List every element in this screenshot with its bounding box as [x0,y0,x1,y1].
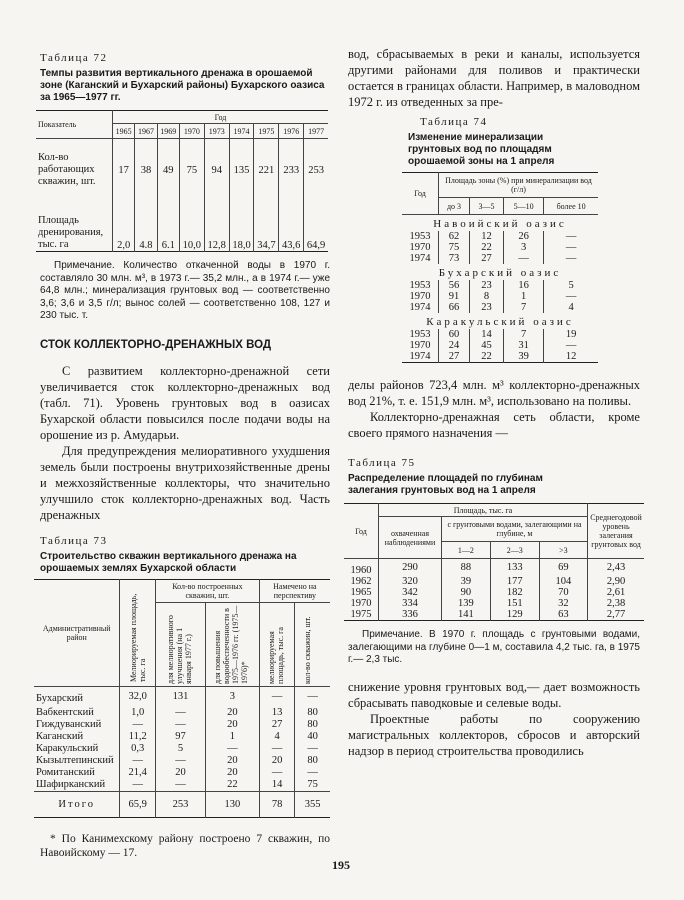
t75-value-cell: 133 [490,559,539,577]
t74-value-cell: — [565,253,577,264]
t75-value-cell: 334 [379,598,442,609]
t74-value-cell: 31 [504,340,544,351]
t73-row [34,686,330,707]
t74-value-cell: 24 [439,340,470,351]
table-74-caption: Таблица 74 [420,116,488,128]
t74-col-header: более 10 [556,201,586,211]
t73-value-cell: 0,3 [120,743,156,755]
left-paragraph-1: С развитием коллекторно-дренажной сети увеличивается сток коллекторно-дренажных вод (табл. 71). Уровень грунтовых вод в оазисах Бухарской области повысился после подачи воды на орошение из р. Амударьи. [40,363,330,442]
t74-group-name: Каракульский оазис [426,316,574,328]
t73-district-name: Кызылтепинский [34,755,120,767]
t74-value-cell: 3 [504,242,544,253]
table-73-caption: Таблица 73 [40,534,108,547]
t74-year-cell: 1953 [402,231,439,242]
t74-year-cell: 1974 [402,302,439,313]
t73-value-cell: 14 [259,779,295,792]
t72-year-cell: 1967 [135,124,157,139]
t74-value-cell: 22 [470,242,504,253]
t74-value-cell: 19 [565,329,577,340]
t75-value-cell: 320 [379,576,442,587]
t74-value-cell: 16 [504,280,544,291]
t74-value-cell: 62 [439,231,470,242]
t75-row [344,587,644,598]
t73-row [34,707,330,719]
t74-value-cell: 22 [470,351,504,363]
t72-year-cell: 1965 [113,124,135,139]
t74-value-cell: 39 [504,351,544,363]
t75-value-cell: 63 [539,609,587,621]
right-paragraph-mid: делы районов 723,4 млн. м³ коллекторно-дренажных вод 21%, т. е. 151,9 млн. м³, использовано на поливы. [348,378,640,408]
t73-value-cell: — [156,707,206,719]
t72-value-cell: 221 [254,139,279,202]
t73-value-cell: 4 [259,731,295,743]
t73-value-cell: — [307,767,318,778]
t73-value-cell: 32,0 [120,686,156,707]
t75-value-cell: 290 [379,559,442,577]
t73-admin-header: Административный район [34,579,120,686]
t74-value-cell: 8 [470,291,504,302]
t75-row [344,598,644,609]
t75-year-cell: 1965 [344,587,379,598]
t72-value-cell: 43,6 [279,201,304,252]
t72-year-cell: 1974 [229,124,254,139]
t73-value-cell: — [307,743,318,754]
t73-district-name: Каракульский [34,743,120,755]
t74-year-cell: 1970 [402,242,439,253]
t74-value-cell: — [565,242,577,253]
t75-value-cell: 2,38 [606,598,626,609]
t73-district-name: Ромитанский [34,767,120,779]
t73-district-name: Гиждуванский [34,719,120,731]
t72-year-header: Год [113,111,329,124]
t74-year-cell: 1974 [402,253,439,264]
t72-value-cell: 38 [135,139,157,202]
t73-value-cell: — [205,743,259,755]
t75-value-cell: 39 [442,576,491,587]
page-number: 195 [332,858,350,872]
t73-value-cell: 80 [307,707,318,718]
table-75-caption: Таблица 75 [348,457,416,469]
t74-value-cell: 56 [439,280,470,291]
t74-row [402,242,598,253]
t74-area-header: Площадь зоны (%) при минерализации вод (г/л) [439,173,599,198]
t73-row [34,743,330,755]
t72-value-cell: 6.1 [157,201,179,252]
t73-value-cell: 22 [205,779,259,792]
t73-row [34,731,330,743]
t72-value-cell: 49 [157,139,179,202]
t74-value-cell: 4 [568,302,574,313]
t72-row-header: Показатель [36,111,113,139]
t73-value-cell: — [120,719,156,731]
t74-value-cell: 1 [504,291,544,302]
t74-value-cell: 14 [470,329,504,340]
t72-row-label: Площадь дренирования, тыс. га [36,201,113,252]
t74-value-cell: 91 [439,291,470,302]
t72-value-cell: 12,8 [204,201,229,252]
t74-year-cell: 1953 [402,329,439,340]
t74-value-cell: 7 [504,302,544,313]
t74-col-header: 3—5 [470,198,504,215]
t73-built-b-header: для повышения водообеспеченности в 1975—1976 гг. (1975—1976)* [213,605,250,684]
t74-row [402,291,598,302]
table-73-footnote: * По Канимехскому району построено 7 скважин, по Навоийскому — 17. [40,832,330,859]
t72-value-cell: 17 [113,139,135,202]
t75-year-cell: 1962 [344,576,379,587]
t74-value-cell: 12 [565,351,577,362]
t74-value-cell: 66 [439,302,470,313]
t73-row [34,719,330,731]
t75-value-cell: 139 [442,598,491,609]
t75-value-cell: 90 [442,587,491,598]
t74-group-name: Навоийский оазис [433,218,567,230]
t73-value-cell: — [156,755,206,767]
t73-value-cell: 27 [259,719,295,731]
t75-value-cell: 2,90 [606,576,626,587]
t73-value-cell: — [259,743,295,755]
t75-year-cell: 1975 [344,609,379,621]
t73-row [34,755,330,767]
t72-value-cell: 75 [179,139,204,202]
table-72 [36,110,328,252]
t73-value-cell: — [156,719,206,731]
t74-row [402,253,598,264]
t72-year-cell: 1977 [308,126,325,136]
t73-value-cell: 11,2 [120,731,156,743]
t74-col-header: 5—10 [504,198,544,215]
t75-value-cell: 141 [442,609,491,621]
t74-row [402,329,598,340]
t72-value-cell: 10,0 [179,201,204,252]
t73-area-header: Мелиорируемая площадь, тыс. га [128,593,147,682]
t73-row [34,779,330,792]
t75-value-cell: 32 [539,598,587,609]
t74-year-cell: 1953 [402,280,439,291]
t72-year-cell: 1970 [179,124,204,139]
t73-value-cell: — [259,686,295,707]
t75-value-cell: 2,77 [606,609,626,620]
t74-value-cell: — [565,291,577,302]
t73-value-cell: — [120,755,156,767]
t73-total-cell: 253 [156,791,206,817]
t75-value-cell: 104 [539,576,587,587]
t74-row [402,351,598,363]
t73-built-a-header: для мелиоративного улучшения (на 1 января 1977 г.) [166,615,194,684]
t72-year-cell: 1975 [254,124,279,139]
t75-row [344,576,644,587]
t73-value-cell: 20 [205,755,259,767]
t75-value-cell: 88 [442,559,491,577]
t73-value-cell: — [307,691,318,702]
t73-plan-a-header: мелиорируемая площадь, тыс. га [267,627,286,684]
t75-year-cell: 1960 [344,559,379,577]
t75-depth-col-header: 2—3 [490,542,539,559]
t72-row-label: Кол-во работающих скважин, шт. [36,139,113,202]
t74-row [402,302,598,313]
t72-value-cell: 18,0 [229,201,254,252]
t75-depth-col-header: 1—2 [442,542,491,559]
t74-group-name: Бухарский оазис [438,267,562,279]
t72-year-cell: 1969 [157,124,179,139]
right-column [348,46,640,759]
t74-value-cell: 27 [470,253,504,264]
t74-year-cell: 1970 [402,340,439,351]
table-75-note: Примечание. В 1970 г. площадь с грунтовыми водами, залегающими на глубине 0—1 м, составила 4,2 тыс. га, в 1975 г.— 2,3 тыс. [348,629,640,665]
left-paragraph-2: Для предупреждения мелиоративного ухудшения земель были построены внутрихозяйственные дрены и межхозяйственные коллекторы, что значительно улучшило сток коллекторно-дренажных вод. Часть дренажных [40,443,330,522]
t73-district-name: Каганский [34,731,120,743]
table-72-title: Темпы развития вертикального дренажа в орошаемой зоне (Каганский и Бухарский районы) Бухарского оазиса за 1965—1977 гг. [40,68,325,103]
t75-value-cell: 182 [490,587,539,598]
t72-value-cell: 4.8 [135,201,157,252]
t72-value-cell: 135 [229,139,254,202]
t73-value-cell: 5 [156,743,206,755]
t73-total-cell: 65,9 [120,791,156,817]
t75-value-cell: 151 [490,598,539,609]
t73-value-cell: 1 [205,731,259,743]
t73-district-name: Бухарский [34,686,120,707]
t73-value-cell: 131 [156,686,206,707]
t73-value-cell: 21,4 [120,767,156,779]
t75-value-cell: 70 [539,587,587,598]
t74-row [402,231,598,242]
t75-obs-header: охваченная наблюдениями [379,517,442,559]
t75-mean-header: Среднегодовой уровень залегания грунтовых вод [590,513,642,549]
t73-value-cell: 3 [205,686,259,707]
t73-plan-b-header: кол-во скважин, шт. [302,616,312,684]
t75-depth-col-header: >3 [539,542,587,559]
t73-total-cell: 130 [205,791,259,817]
right-paragraph-mid-2: Коллекторно-дренажная сеть области, кроме своего прямого назначения — [348,410,640,440]
t74-value-cell: 5 [568,280,574,291]
t73-value-cell: 1,0 [120,707,156,719]
t75-row [344,609,644,621]
table-75-title: Распределение площадей по глубинам залегания грунтовых вод на 1 апреля [348,473,543,496]
t72-value-cell: 253 [308,164,324,176]
t75-year-header: Год [344,504,379,559]
t73-value-cell: 40 [307,731,318,742]
t74-year-cell: 1970 [402,291,439,302]
t74-col-header: до 3 [439,198,470,215]
t74-value-cell: 73 [439,253,470,264]
t74-value-cell: 75 [439,242,470,253]
t75-value-cell: 342 [379,587,442,598]
t73-district-name: Шафирканский [34,779,120,792]
t75-value-cell: 177 [490,576,539,587]
t72-year-cell: 1976 [279,124,304,139]
t73-value-cell: 20 [205,719,259,731]
t74-row [402,340,598,351]
table-73 [34,579,330,818]
t75-value-cell: 2,43 [606,562,626,573]
t72-value-cell: 64,9 [306,240,326,251]
t74-year-header: Год [402,173,439,215]
right-paragraph-top: вод, сбрасываемых в реки и каналы, используется другими районами для поливов и практически остается в границах области. Например, в маловодном 1972 г. из отведенных за пре- [348,47,640,109]
t73-value-cell: — [120,779,156,792]
table-74-title: Изменение минерализации грунтовых вод по площадям орошаемой зоны на 1 апреля [408,132,555,167]
table-75 [344,503,644,621]
right-paragraph-bottom-2: Проектные работы по сооружению магистральных коллекторов, сбросов и авторский надзор в период строительства проводились [348,711,640,758]
t74-year-cell: 1974 [402,351,439,363]
t74-value-cell: 26 [504,231,544,242]
t73-built-header: Кол-во построенных скважин, шт. [156,579,260,602]
t73-row [34,767,330,779]
t73-value-cell: 20 [205,707,259,719]
table-72-note: Примечание. Количество откаченной воды в 1970 г. составляло 30 млн. м³, в 1973 г.— 35,2 млн., а в 1974 г.— уже 64,8 млн.; минерализация грунтовых вод — соответственно 3,6; 3,6 и 3,5 г/л; вынос солей — соответственно 108, 127 и 230 тыс. т. [40,260,330,321]
table-74 [402,172,598,363]
t73-value-cell: 20 [259,755,295,767]
t75-area-header: Площадь, тыс. га [379,504,588,517]
t74-value-cell: — [504,253,544,264]
t74-value-cell: 23 [470,302,504,313]
t75-value-cell: 336 [379,609,442,621]
t74-value-cell: 60 [439,329,470,340]
right-paragraph-bottom: снижение уровня грунтовых вод,— дает возможность сбрасывать паводковые и селевые воды. [348,679,640,710]
t73-value-cell: 80 [307,755,318,766]
t74-value-cell: — [565,231,577,242]
t74-value-cell: 45 [470,340,504,351]
t75-value-cell: 69 [539,559,587,577]
t74-value-cell: 23 [470,280,504,291]
t73-value-cell: — [156,779,206,792]
t73-value-cell: — [259,767,295,779]
t73-total-cell: 355 [304,798,321,810]
t73-total-label: Итого [34,791,120,817]
t74-value-cell: 12 [470,231,504,242]
t73-district-name: Вабкентский [34,707,120,719]
t73-value-cell: 80 [307,719,318,730]
t73-value-cell: 97 [156,731,206,743]
t75-value-cell: 129 [490,609,539,621]
t72-value-cell: 233 [279,139,304,202]
t74-value-cell: 7 [504,329,544,340]
section-heading: СТОК КОЛЛЕКТОРНО-ДРЕНАЖНЫХ ВОД [40,338,272,351]
t73-value-cell: 20 [156,767,206,779]
t72-value-cell: 34,7 [254,201,279,252]
t75-value-cell: 2,61 [606,587,626,598]
table-73-title: Строительство скважин вертикального дренажа на орошаемых землях Бухарской области [40,550,297,574]
table-72-caption: Таблица 72 [40,52,108,64]
t73-value-cell: 20 [205,767,259,779]
t72-value-cell: 94 [204,139,229,202]
t75-year-cell: 1970 [344,598,379,609]
t73-value-cell: 75 [307,779,318,790]
t73-total-cell: 78 [259,791,295,817]
t73-value-cell: 13 [259,707,295,719]
t72-year-cell: 1973 [204,124,229,139]
t72-value-cell: 2,0 [113,201,135,252]
t73-plan-header: Намечено на перспективу [259,579,330,602]
left-column [36,52,330,860]
t75-row [344,559,644,577]
t75-depth-header: с грунтовыми водами, залегающими на глубине, м [442,517,588,542]
t74-value-cell: 27 [439,351,470,363]
t74-row [402,280,598,291]
t74-value-cell: — [565,340,577,351]
